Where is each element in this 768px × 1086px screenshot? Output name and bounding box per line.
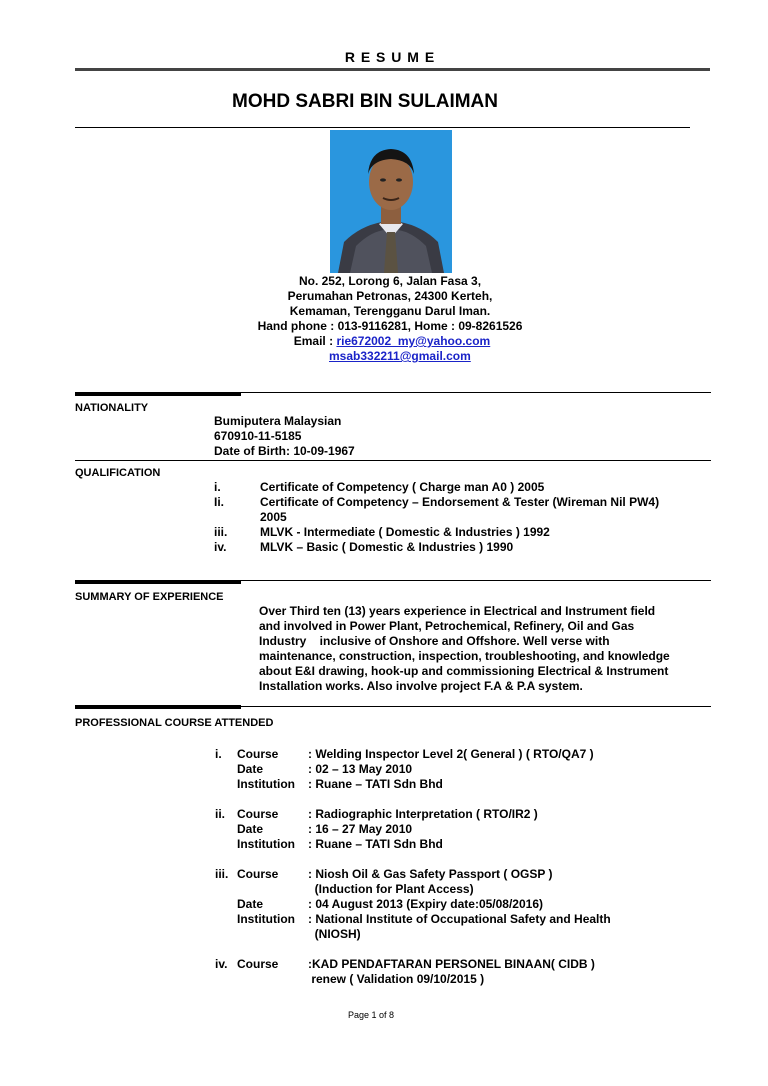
qualification-item	[214, 525, 714, 540]
field-label: Date	[237, 762, 264, 776]
course-number: ii.	[215, 807, 226, 821]
name-underline	[75, 127, 690, 128]
courses-heading: PROFESSIONAL COURSE ATTENDED	[75, 717, 274, 729]
course-block	[215, 747, 695, 792]
email-link-gmail[interactable]: msab332211@gmail.com	[329, 349, 471, 363]
email-link-yahoo[interactable]: rie672002_my@yahoo.com	[336, 334, 491, 348]
date-of-birth: Date of Birth: 10-09-1967	[214, 444, 355, 458]
field-label: Institution	[237, 912, 295, 926]
field-value: : 02 – 13 May 2010	[308, 762, 413, 776]
nationality-value: Bumiputera Malaysian	[214, 414, 342, 428]
section-rule-summary	[241, 580, 711, 581]
email-line	[230, 334, 550, 349]
field-label: Course	[237, 957, 279, 971]
address-line-1: No. 252, Lorong 6, Jalan Fasa 3,	[298, 274, 482, 288]
qualification-item	[214, 540, 714, 555]
nationality-heading: NATIONALITY	[75, 402, 149, 414]
course-number: iv.	[215, 957, 228, 971]
section-rule-nationality	[241, 392, 711, 393]
header-thick-rule	[75, 68, 710, 71]
email-label: Email :	[293, 334, 337, 348]
field-label: Course	[237, 807, 279, 821]
section-bar-nationality	[75, 392, 241, 396]
item-text: MLVK – Basic ( Domestic & Industries ) 1990	[260, 540, 514, 554]
summary-line: Over Third ten (13) years experience in Electrical and Instrument field	[259, 604, 656, 618]
field-value: : Ruane – TATI Sdn Bhd	[308, 837, 443, 851]
item-number: iv.	[214, 540, 227, 554]
course-block	[215, 807, 695, 852]
field-label	[237, 882, 308, 897]
phone-line: Hand phone : 013-9116281, Home : 09-8261526	[257, 319, 523, 333]
qualification-item	[214, 495, 714, 510]
item-number	[214, 510, 260, 525]
field-label	[237, 927, 308, 942]
field-label: Institution	[237, 837, 295, 851]
nationality-details	[214, 414, 355, 459]
field-label: Date	[237, 822, 264, 836]
field-value: : Welding Inspector Level 2( General ) ( RTO/QA7 )	[308, 747, 594, 761]
candidate-name: MOHD SABRI BIN SULAIMAN	[232, 91, 498, 112]
nationality-bottom-rule	[75, 460, 711, 461]
qualification-item	[214, 510, 714, 525]
field-label: Date	[237, 897, 264, 911]
field-value: (NIOSH)	[308, 927, 361, 941]
qualification-list	[214, 480, 714, 555]
field-value: : 04 August 2013 (Expiry date:05/08/2016)	[308, 897, 543, 911]
field-value: : Niosh Oil & Gas Safety Passport ( OGSP )	[308, 867, 553, 881]
field-value: : National Institute of Occupational Safety and Health	[308, 912, 611, 926]
summary-line: about E&I drawing, hook-up and commissioning Electrical & Instrument	[259, 664, 669, 678]
address-block	[230, 274, 550, 349]
course-block	[215, 957, 695, 987]
qualification-item	[214, 480, 714, 495]
summary-text	[259, 604, 709, 694]
field-value: : Ruane – TATI Sdn Bhd	[308, 777, 443, 791]
summary-line: Industry inclusive of Onshore and Offshore. Well verse with	[259, 634, 610, 648]
field-label: Course	[237, 747, 279, 761]
field-value: : 16 – 27 May 2010	[308, 822, 413, 836]
summary-line: Installation works. Also involve project F.A & P.A system.	[259, 679, 583, 693]
qualification-heading: QUALIFICATION	[75, 467, 161, 479]
field-value: :KAD PENDAFTARAN PERSONEL BINAAN( CIDB )	[308, 957, 595, 971]
field-value: (Induction for Plant Access)	[308, 882, 474, 896]
ic-number: 670910-11-5185	[214, 429, 302, 443]
item-text: Certificate of Competency – Endorsement & Tester (Wireman Nil PW4)	[260, 495, 660, 509]
field-label: Institution	[237, 777, 295, 791]
item-text: Certificate of Competency ( Charge man A0 ) 2005	[260, 480, 545, 494]
portrait-photo	[330, 130, 452, 273]
item-number: iii.	[214, 525, 228, 539]
summary-line: maintenance, construction, inspection, troubleshooting, and knowledge	[259, 649, 670, 663]
portrait-icon	[330, 130, 452, 273]
section-rule-courses	[241, 706, 711, 707]
field-label	[237, 972, 308, 987]
item-number: Ii.	[214, 495, 225, 509]
summary-heading: SUMMARY OF EXPERIENCE	[75, 591, 224, 603]
field-value: : Radiographic Interpretation ( RTO/IR2 )	[308, 807, 538, 821]
course-number: iii.	[215, 867, 229, 881]
course-number: i.	[215, 747, 222, 761]
doc-title: R E S U M E	[344, 49, 436, 65]
item-number: i.	[214, 480, 221, 494]
course-block	[215, 867, 695, 942]
item-text: MLVK - Intermediate ( Domestic & Industries ) 1992	[260, 525, 550, 539]
address-line-3: Kemaman, Terengganu Darul Iman.	[289, 304, 491, 318]
item-text: 2005	[260, 510, 287, 524]
field-label: Course	[237, 867, 279, 881]
summary-line: and involved in Power Plant, Petrochemical, Refinery, Oil and Gas	[259, 619, 635, 633]
section-bar-courses	[75, 705, 241, 709]
field-value: renew ( Validation 09/10/2015 )	[308, 972, 485, 986]
address-line-2: Perumahan Petronas, 24300 Kerteh,	[287, 289, 493, 303]
section-bar-summary	[75, 580, 241, 584]
page-number: Page 1 of 8	[347, 1010, 395, 1020]
